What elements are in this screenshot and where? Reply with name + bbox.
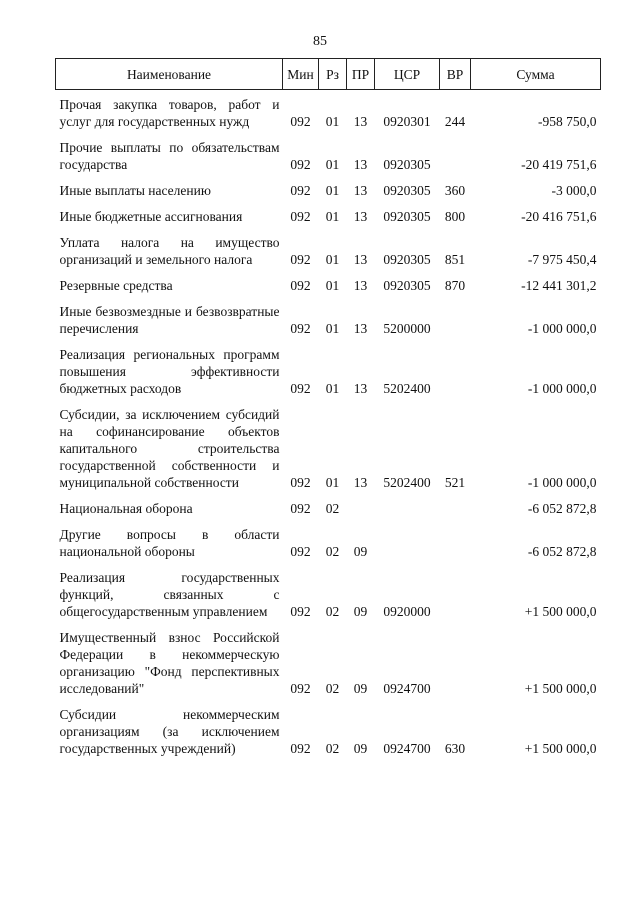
row-vr: 851	[444, 252, 466, 267]
row-csr	[375, 522, 440, 565]
row-vr	[440, 565, 471, 625]
table-row	[56, 496, 601, 522]
row-rz: 02	[325, 681, 340, 696]
header-vr: ВР	[440, 59, 471, 90]
table-row	[56, 273, 601, 299]
row-csr: 0920305	[383, 157, 431, 172]
row-rz: 01	[325, 157, 340, 172]
header-name: Наименование	[56, 59, 283, 90]
row-min: 092	[290, 501, 311, 516]
row-pr: 13	[353, 157, 368, 172]
row-rz: 01	[325, 381, 340, 396]
row-pr: 09	[353, 604, 368, 619]
row-vr	[440, 299, 471, 342]
row-csr: 0924700	[383, 681, 431, 696]
row-vr	[440, 522, 471, 565]
table-row	[56, 625, 601, 702]
row-vr: 630	[444, 741, 466, 756]
row-sum: -7 975 450,4	[527, 252, 597, 267]
row-rz: 01	[325, 183, 340, 198]
row-rz: 02	[325, 501, 340, 516]
row-pr: 13	[353, 183, 368, 198]
row-min: 092	[290, 741, 311, 756]
row-csr: 0920305	[383, 209, 431, 224]
row-vr: 800	[444, 209, 466, 224]
row-name: Резервные средства	[59, 278, 173, 293]
row-min: 092	[290, 157, 311, 172]
row-pr: 13	[353, 252, 368, 267]
row-rz: 02	[325, 741, 340, 756]
row-rz: 01	[325, 321, 340, 336]
row-vr: 521	[444, 475, 466, 490]
row-name: Иные безвозмездные и безвозвратные перечисления	[59, 304, 280, 336]
row-name: Реализация государственных функций, связанных с общегосударственным управлением	[59, 570, 280, 619]
header-csr: ЦСР	[375, 59, 440, 90]
row-name: Имущественный взнос Российской Федерации в некоммерческую организацию "Фонд перспективных исследований"	[59, 630, 280, 696]
table-row	[56, 204, 601, 230]
row-csr: 5202400	[383, 381, 431, 396]
table-row	[56, 702, 601, 762]
row-pr: 13	[353, 114, 368, 129]
table-header	[56, 59, 601, 90]
table-row	[56, 135, 601, 178]
row-min: 092	[290, 183, 311, 198]
row-sum: -12 441 301,2	[521, 278, 597, 293]
row-sum: -20 419 751,6	[521, 157, 597, 172]
row-rz: 02	[325, 604, 340, 619]
row-sum: -1 000 000,0	[527, 381, 597, 396]
row-sum: -1 000 000,0	[527, 475, 597, 490]
row-min: 092	[290, 278, 311, 293]
row-min: 092	[290, 252, 311, 267]
row-csr: 0920301	[383, 114, 431, 129]
table-row	[56, 402, 601, 496]
row-vr: 360	[444, 183, 466, 198]
row-name: Уплата налога на имущество организаций и земельного налога	[59, 235, 280, 267]
row-vr: 870	[444, 278, 466, 293]
table-row	[56, 230, 601, 273]
header-rz: Рз	[319, 59, 347, 90]
row-min: 092	[290, 475, 311, 490]
header-min: Мин	[283, 59, 319, 90]
row-pr: 13	[353, 278, 368, 293]
row-sum: +1 500 000,0	[524, 741, 597, 756]
row-min: 092	[290, 604, 311, 619]
row-csr: 0920000	[383, 604, 431, 619]
row-name: Прочие выплаты по обязательствам государства	[59, 140, 280, 172]
row-rz: 01	[325, 475, 340, 490]
table-row	[56, 299, 601, 342]
row-vr: 244	[444, 114, 466, 129]
row-sum: -6 052 872,8	[527, 501, 597, 516]
row-min: 092	[290, 321, 311, 336]
row-min: 092	[290, 381, 311, 396]
row-min: 092	[290, 114, 311, 129]
row-rz: 01	[325, 209, 340, 224]
row-rz: 02	[325, 544, 340, 559]
row-min: 092	[290, 544, 311, 559]
header-pr: ПР	[347, 59, 375, 90]
row-sum: +1 500 000,0	[524, 604, 597, 619]
row-sum: -1 000 000,0	[527, 321, 597, 336]
row-csr: 0920305	[383, 183, 431, 198]
row-name: Прочая закупка товаров, работ и услуг для государственных нужд	[59, 97, 280, 129]
row-rz: 01	[325, 114, 340, 129]
row-name: Иные бюджетные ассигнования	[59, 209, 243, 224]
row-pr: 09	[353, 681, 368, 696]
row-vr	[440, 135, 471, 178]
row-vr	[440, 625, 471, 702]
row-vr	[440, 342, 471, 402]
table-row	[56, 178, 601, 204]
row-min: 092	[290, 209, 311, 224]
budget-table	[55, 58, 601, 762]
row-rz: 01	[325, 252, 340, 267]
row-name: Другие вопросы в области национальной обороны	[59, 527, 280, 559]
row-csr: 5200000	[383, 321, 431, 336]
page-number: 85	[313, 34, 327, 49]
row-pr: 13	[353, 381, 368, 396]
table-body	[56, 90, 601, 763]
row-name: Реализация региональных программ повышения эффективности бюджетных расходов	[59, 347, 280, 396]
row-pr: 09	[353, 741, 368, 756]
row-csr: 0924700	[383, 741, 431, 756]
row-sum: -958 750,0	[538, 114, 597, 129]
row-name: Национальная оборона	[59, 501, 193, 516]
table-row	[56, 342, 601, 402]
row-name: Субсидии некоммерческим организациям (за исключением государственных учреждений)	[59, 707, 280, 756]
row-name: Субсидии, за исключением субсидий на софинансирование объектов капитального строительства государственной собственности и муниципальной собственности	[59, 407, 280, 490]
row-pr: 09	[353, 544, 368, 559]
row-csr: 0920305	[383, 278, 431, 293]
row-rz: 01	[325, 278, 340, 293]
row-pr	[347, 496, 375, 522]
header-sum: Сумма	[471, 59, 601, 90]
row-csr	[375, 496, 440, 522]
row-min: 092	[290, 681, 311, 696]
row-pr: 13	[353, 475, 368, 490]
row-sum: +1 500 000,0	[524, 681, 597, 696]
row-csr: 5202400	[383, 475, 431, 490]
row-sum: -20 416 751,6	[521, 209, 597, 224]
table-row	[56, 522, 601, 565]
row-name: Иные выплаты населению	[59, 183, 211, 198]
table-row	[56, 565, 601, 625]
row-csr: 0920305	[383, 252, 431, 267]
row-pr: 13	[353, 209, 368, 224]
table-row	[56, 90, 601, 136]
row-vr	[440, 496, 471, 522]
row-sum: -6 052 872,8	[527, 544, 597, 559]
row-pr: 13	[353, 321, 368, 336]
row-sum: -3 000,0	[551, 183, 597, 198]
